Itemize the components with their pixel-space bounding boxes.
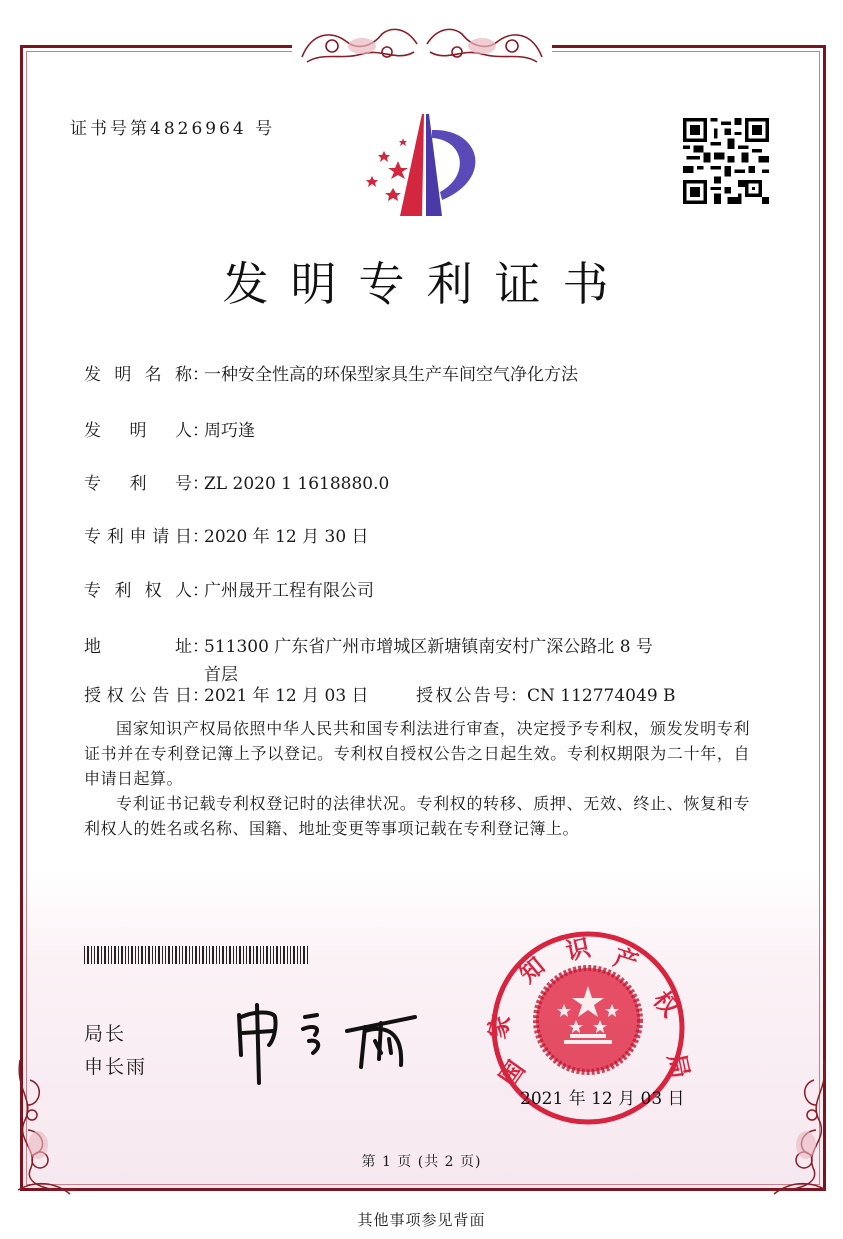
svg-text:知: 知 bbox=[513, 950, 551, 989]
seal-date: 2021 年 12 月 03 日 bbox=[520, 1089, 685, 1109]
address-value-line2: 首层 bbox=[204, 665, 238, 685]
corner-ornament-icon bbox=[764, 1060, 834, 1200]
field-invention-name: 发 明 名 称 ： 一种安全性高的环保型家具生产车间空气净化方法 bbox=[84, 360, 578, 385]
qr-code-icon[interactable] bbox=[683, 118, 769, 204]
inventor-value: 周巧逢 bbox=[204, 421, 255, 441]
svg-text:识: 识 bbox=[563, 932, 593, 966]
field-label: 专 利 权 人 bbox=[84, 581, 192, 601]
field-label: 授 权 公 告 号 bbox=[416, 686, 510, 706]
cnipa-logo-icon bbox=[350, 108, 490, 220]
field-label: 发 明 名 称 bbox=[84, 365, 192, 385]
grant-announcement-number-value: CN 112774049 B bbox=[527, 686, 676, 706]
certificate-number bbox=[70, 114, 275, 139]
field-label: 专 利 号 bbox=[84, 474, 192, 494]
field-patent-number: 专 利 号 ： ZL 2020 1 1618880.0 bbox=[84, 469, 389, 494]
field-label: 发 明 人 bbox=[84, 421, 192, 441]
field-patentee: 专 利 权 人 ： 广州晟开工程有限公司 bbox=[84, 576, 374, 601]
handwritten-signature-icon bbox=[225, 995, 425, 1085]
invention-name-value: 一种安全性高的环保型家具生产车间空气净化方法 bbox=[204, 365, 578, 385]
corner-ornament-icon bbox=[10, 1060, 80, 1200]
page-indicator: 第 1 页 (共 2 页) bbox=[361, 1154, 482, 1170]
field-application-date: 专 利 申 请 日 ： 2020 年 12 月 30 日 bbox=[84, 522, 369, 547]
certificate-number-label: 证书号第 bbox=[70, 119, 150, 139]
field-address: 地 址 ： 511300 广东省广州市增城区新塘镇南安村广深公路北 8 号 bbox=[84, 632, 653, 657]
address-value-line1: 511300 广东省广州市增城区新塘镇南安村广深公路北 8 号 bbox=[204, 637, 653, 657]
field-grant-announcement-number: 授 权 公 告 号 ： CN 112774049 B bbox=[416, 681, 676, 706]
application-date-value: 2020 年 12 月 30 日 bbox=[204, 527, 369, 547]
certificate-number-value: 4826964 bbox=[150, 119, 247, 139]
svg-text:产: 产 bbox=[610, 942, 642, 978]
svg-text:权: 权 bbox=[647, 985, 686, 1023]
svg-text:局: 局 bbox=[662, 1051, 696, 1081]
field-label: 专 利 申 请 日 bbox=[84, 527, 192, 547]
legal-status-paragraph: 专利证书记载专利权登记时的法律状况。专利权的转移、质押、无效、终止、恢复和专利权人的姓名或名称、国籍、地址变更等事项记载在专利登记簿上。 bbox=[84, 794, 750, 838]
field-grant-announcement-date: 授 权 公 告 日 ： 2021 年 12 月 03 日 bbox=[84, 681, 369, 706]
top-ornament-icon bbox=[292, 22, 552, 72]
certificate-number-suffix: 号 bbox=[255, 119, 276, 139]
patent-number-value: ZL 2020 1 1618880.0 bbox=[204, 474, 390, 494]
svg-text:家: 家 bbox=[481, 1010, 517, 1042]
field-inventor: 发 明 人 ： 周巧逢 bbox=[84, 416, 255, 441]
grant-statement-paragraph: 国家知识产权局依照中华人民共和国专利法进行审查，决定授予专利权，颁发发明专利证书并在专利登记簿上予以登记。专利权自授权公告之日起生效。专利权期限为二十年，自申请日起算。 bbox=[84, 719, 750, 788]
patentee-value: 广州晟开工程有限公司 bbox=[204, 581, 374, 601]
barcode-icon bbox=[84, 946, 308, 964]
grant-announcement-date-value: 2021 年 12 月 03 日 bbox=[204, 686, 369, 706]
svg-text:国: 国 bbox=[493, 1055, 531, 1092]
field-label: 授 权 公 告 日 bbox=[84, 686, 192, 706]
page-title: 发明专利证书 bbox=[222, 257, 631, 311]
director-title: 局长 bbox=[84, 1023, 127, 1045]
footer-note: 其他事项参见背面 bbox=[357, 1211, 486, 1229]
director-name: 申长雨 bbox=[84, 1056, 148, 1078]
field-label: 地 址 bbox=[84, 637, 192, 657]
